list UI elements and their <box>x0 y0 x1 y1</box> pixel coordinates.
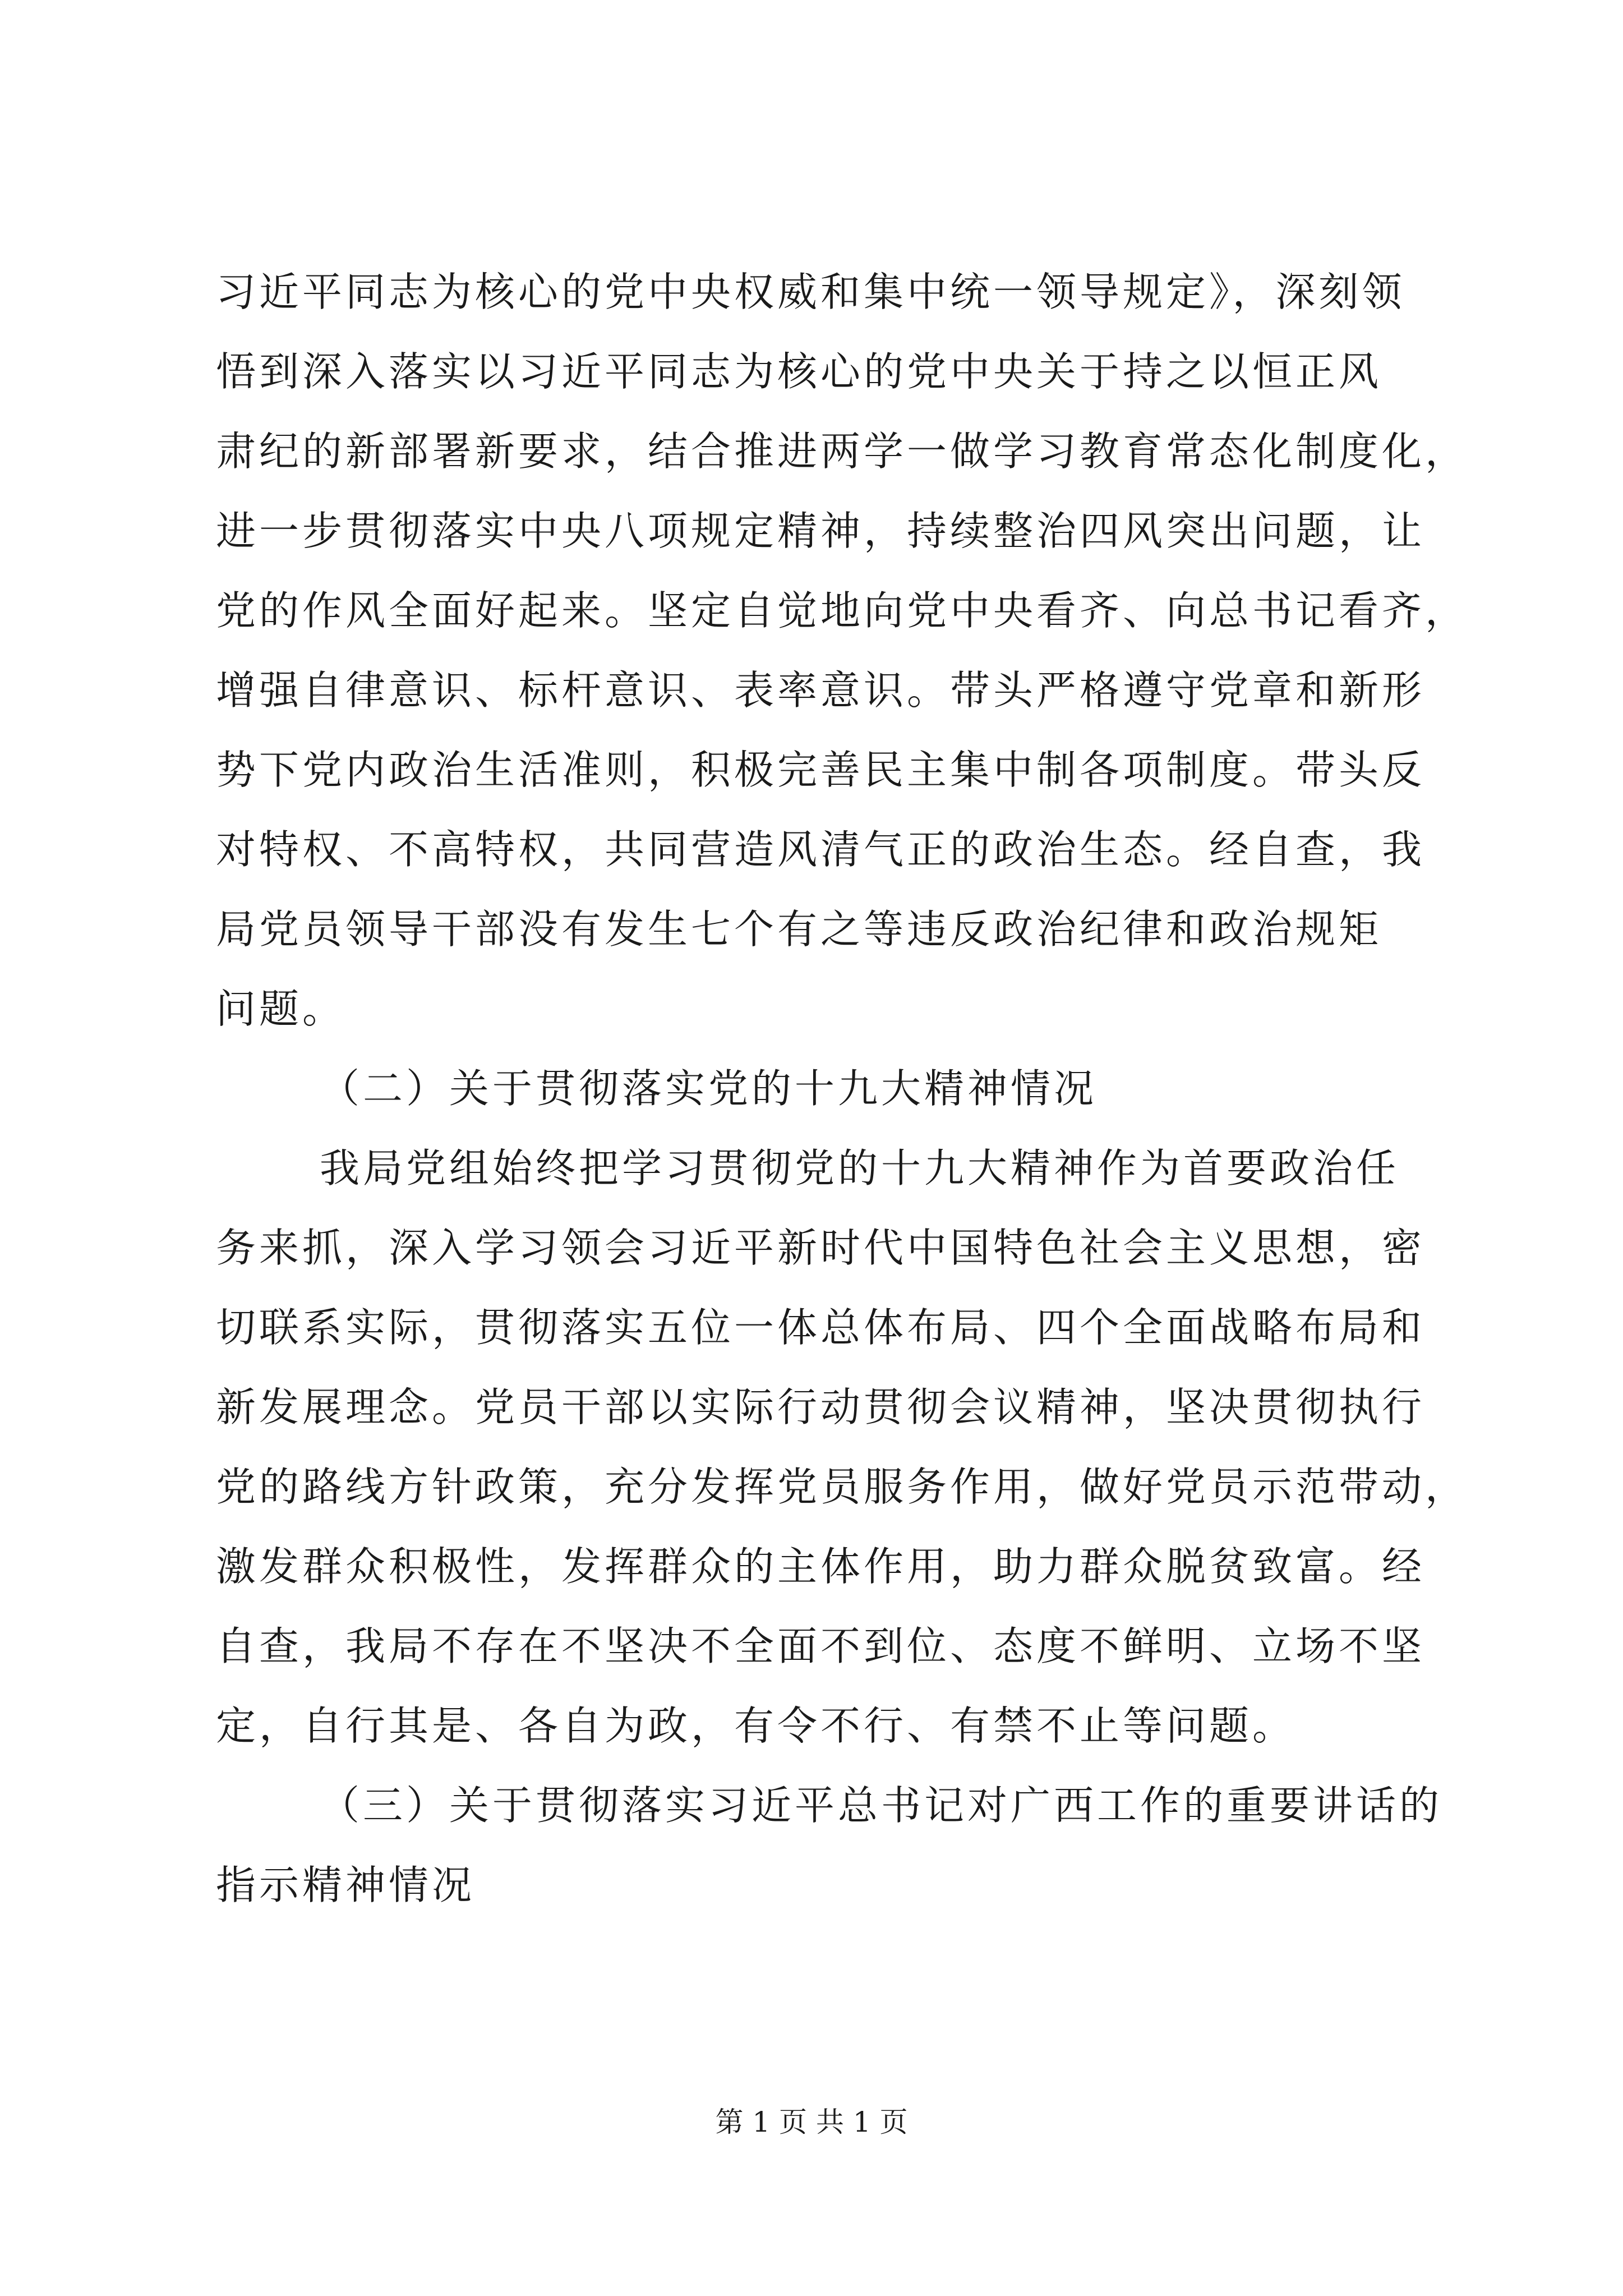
text-line: 激发群众积极性，发挥群众的主体作用，助力群众脱贫致富。经 <box>216 1543 1426 1590</box>
text-line: 自查，我局不存在不坚决不全面不到位、态度不鲜明、立场不坚 <box>216 1623 1426 1669</box>
text-line: 切联系实际，贯彻落实五位一体总体布局、四个全面战略布局和 <box>216 1304 1426 1351</box>
text-line: 增强自律意识、标杆意识、表率意识。带头严格遵守党章和新形 <box>216 667 1426 714</box>
text-line: 习近平同志为核心的党中央权威和集中统一领导规定》，深刻领 <box>216 269 1405 315</box>
text-line: 进一步贯彻落实中央八项规定精神，持续整治四风突出问题，让 <box>216 508 1426 554</box>
text-line: 新发展理念。党员干部以实际行动贯彻会议精神，坚决贯彻执行 <box>216 1384 1426 1430</box>
text-line: 定，自行其是、各自为政，有令不行、有禁不止等问题。 <box>216 1703 1296 1749</box>
text-line: 局党员领导干部没有发生七个有之等违反政治纪律和政治规矩 <box>216 906 1382 953</box>
text-line: 对特权、不高特权，共同营造风清气正的政治生态。经自查，我 <box>216 826 1426 873</box>
section-heading: （三）关于贯彻落实习近平总书记对广西工作的重要讲话的 <box>320 1782 1443 1829</box>
document-body <box>216 252 1472 1925</box>
text-line: 务来抓，深入学习领会习近平新时代中国特色社会主义思想，密 <box>216 1225 1426 1271</box>
text-line: 悟到深入落实以习近平同志为核心的党中央关于持之以恒正风 <box>216 348 1382 395</box>
text-line: 党的作风全面好起来。坚定自觉地向党中央看齐、向总书记看齐， <box>216 587 1469 634</box>
text-line: 肃纪的新部署新要求，结合推进两学一做学习教育常态化制度化， <box>216 428 1469 475</box>
text-line: 党的路线方针政策，充分发挥党员服务作用，做好党员示范带动， <box>216 1464 1469 1510</box>
section-heading: （二）关于贯彻落实党的十九大精神情况 <box>320 1065 1098 1112</box>
text-line: 指示精神情况 <box>216 1862 476 1908</box>
text-line: 问题。 <box>216 986 346 1032</box>
text-line: 势下党内政治生活准则，积极完善民主集中制各项制度。带头反 <box>216 747 1426 793</box>
page-footer: 第 1 页 共 1 页 <box>715 2106 908 2138</box>
paragraph-first-line: 我局党组始终把学习贯彻党的十九大精神作为首要政治任 <box>320 1145 1400 1191</box>
